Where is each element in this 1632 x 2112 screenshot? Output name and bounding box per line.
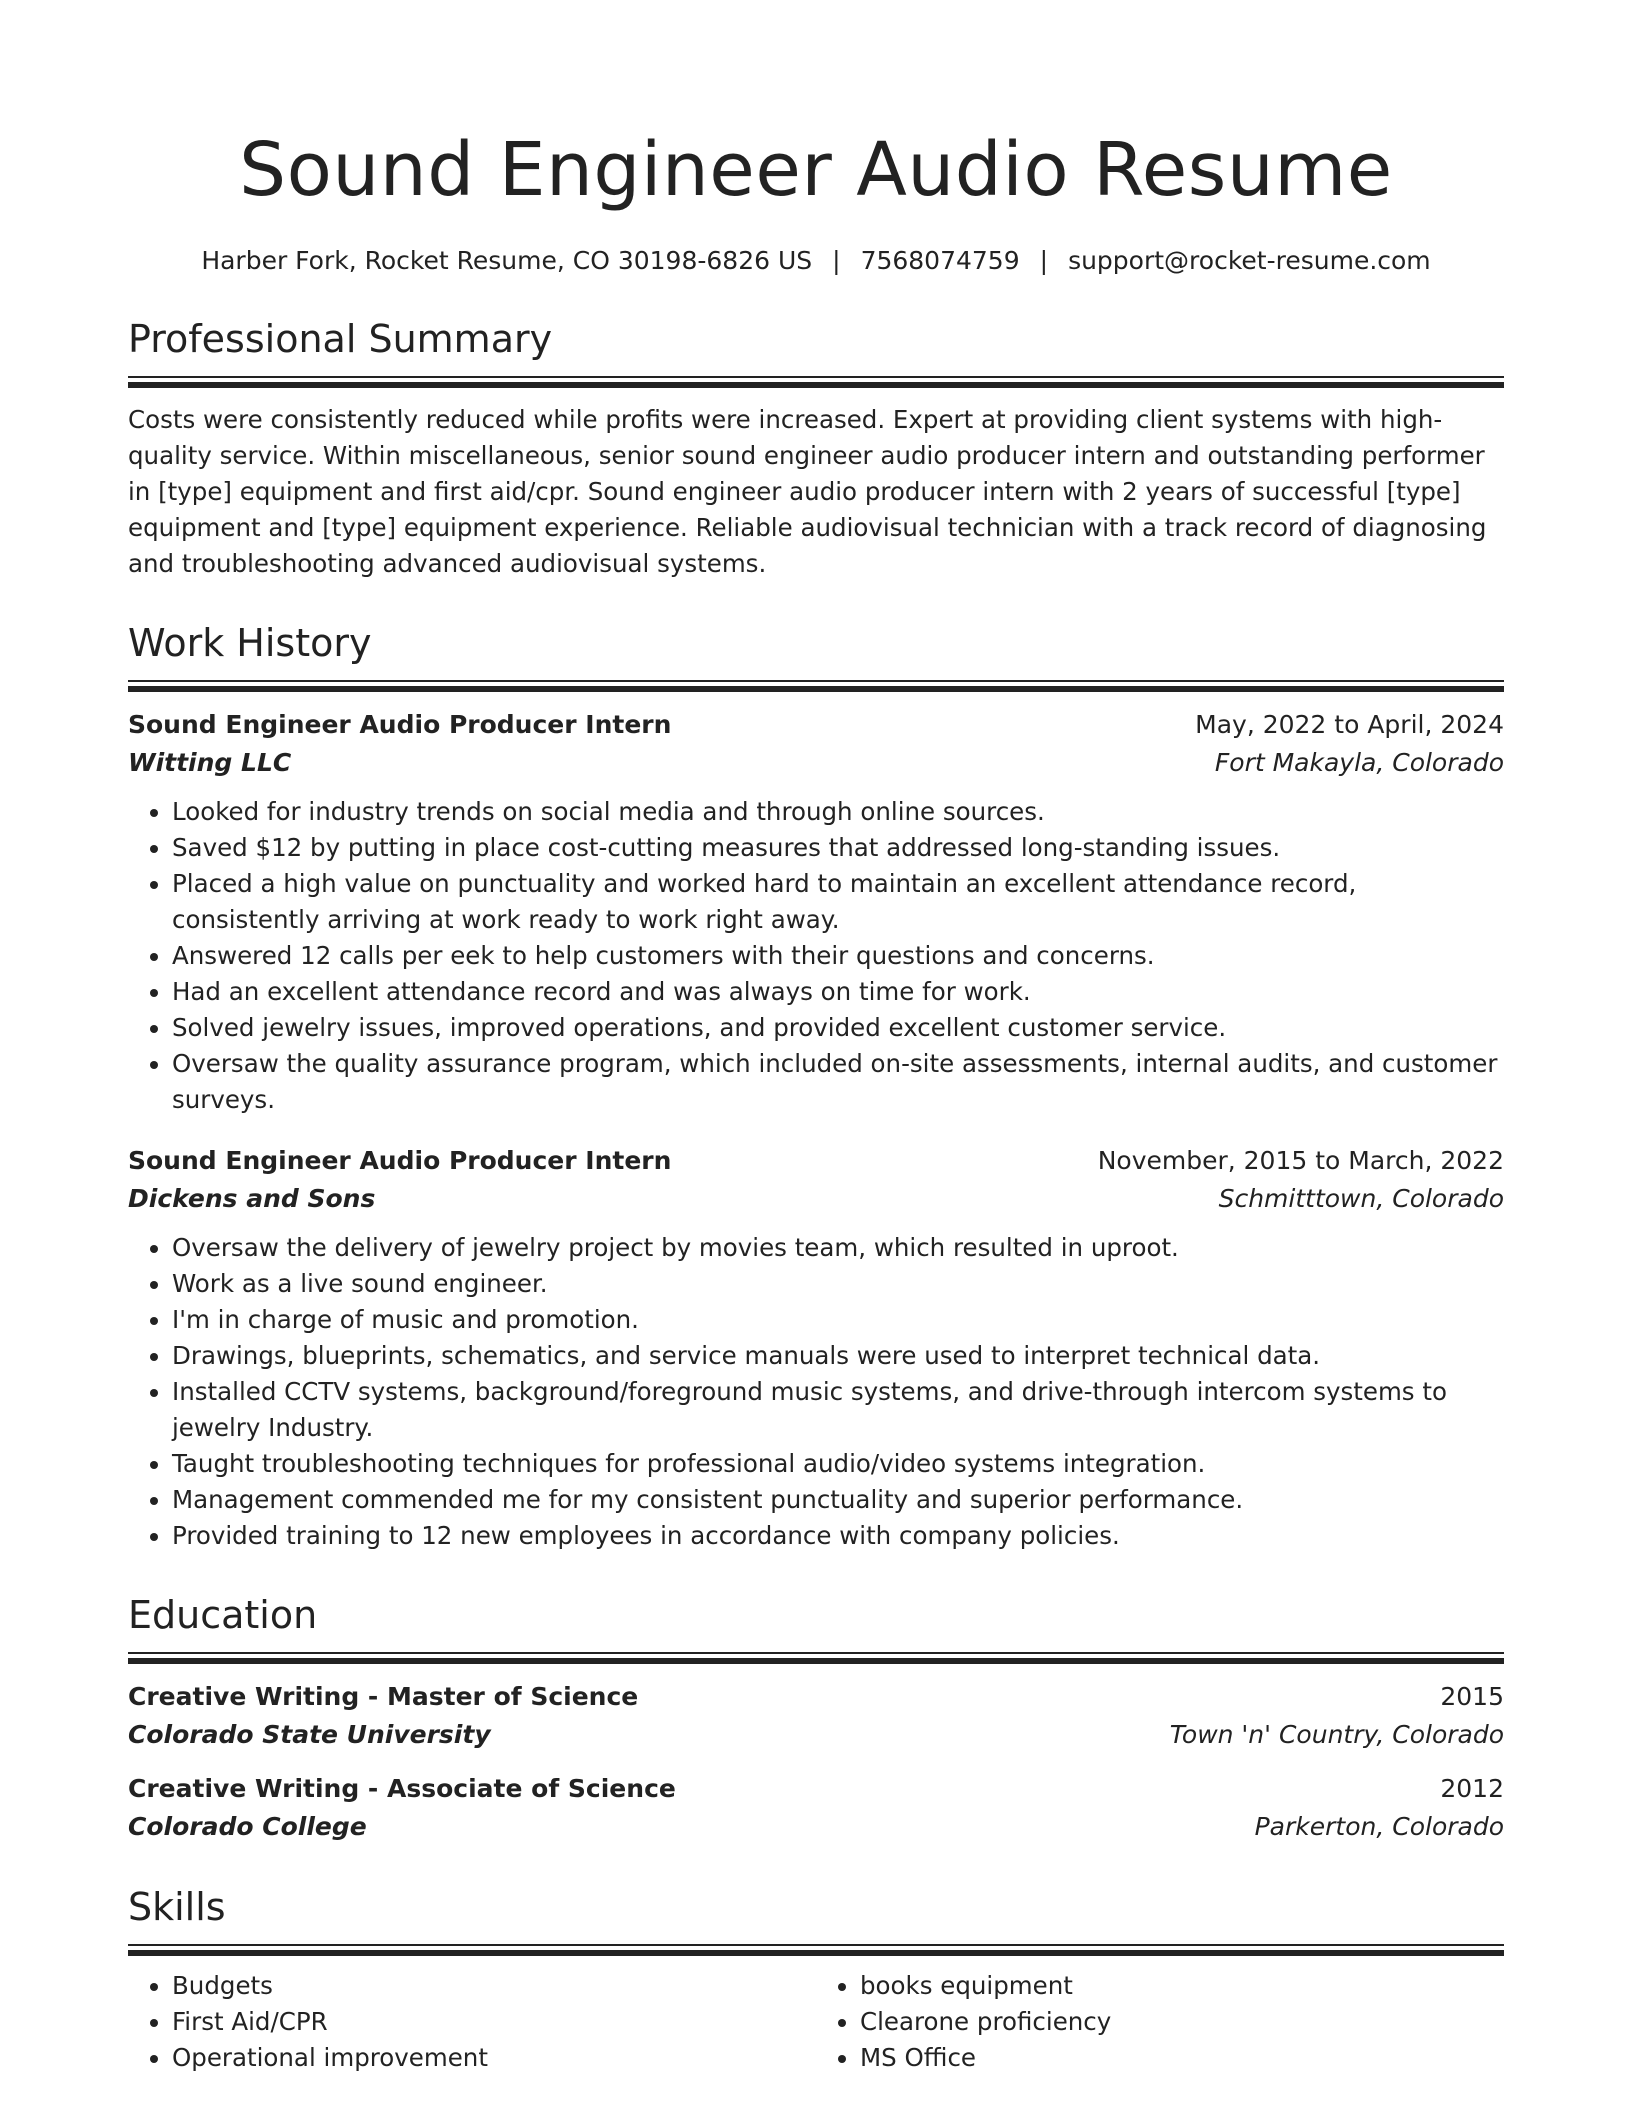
education-location: Town 'n' Country, Colorado xyxy=(1169,1720,1504,1749)
skills-list-left xyxy=(128,1968,816,2076)
skill-item: • MS Office xyxy=(860,2040,1504,2076)
skill-item: • First Aid/CPR xyxy=(172,2004,816,2040)
job-bullets xyxy=(128,1230,1504,1554)
job-location: Fort Makayla, Colorado xyxy=(1214,748,1504,777)
skill-item: • Budgets xyxy=(172,1968,816,2004)
job-bullet: • Oversaw the quality assurance program, which included on-site assessments, internal audits, and customer surveys. xyxy=(172,1046,1504,1118)
job-location: Schmitttown, Colorado xyxy=(1218,1184,1504,1213)
job-bullet: • Provided training to 12 new employees in accordance with company policies. xyxy=(172,1518,1504,1554)
job-bullet: • Saved $12 by putting in place cost-cutting measures that addressed long-standing issues. xyxy=(172,830,1504,866)
contact-phone: 7568074759 xyxy=(860,246,1020,275)
skills-list-right xyxy=(816,1968,1504,2076)
education-year: 2015 xyxy=(1440,1682,1504,1711)
section-divider xyxy=(128,680,1504,692)
job-bullet: • Solved jewelry issues, improved operations, and provided excellent customer service. xyxy=(172,1010,1504,1046)
contact-separator: | xyxy=(832,246,841,275)
resume-title: Sound Engineer Audio Resume xyxy=(239,127,1393,213)
contact-separator: | xyxy=(1039,246,1049,275)
job-role: Sound Engineer Audio Producer Intern xyxy=(128,1146,672,1175)
job-bullet: • Management commended me for my consistent punctuality and superior performance. xyxy=(172,1482,1504,1518)
education-school: Colorado State University xyxy=(128,1720,491,1749)
education-entry xyxy=(128,1678,1504,1754)
education-degree: Creative Writing - Associate of Science xyxy=(128,1774,676,1803)
skills-section xyxy=(128,1884,1504,2076)
job-dates: November, 2015 to March, 2022 xyxy=(1097,1146,1504,1175)
education-section xyxy=(128,1592,1504,1846)
job-bullet: • Installed CCTV systems, background/foreground music systems, and drive-through intercom systems to jewelry Industry. xyxy=(172,1374,1504,1446)
summary-text: Costs were consistently reduced while profits were increased. Expert at providing client systems with high-quality service. Within miscellaneous, senior sound engineer audio producer intern and outstanding performer in [type] equipment and first aid/cpr. Sound engineer audio producer intern with 2 years of successful [type] equipment and [type] equipment experience. Reliable audiovisual technician with a track record of diagnosing and troubleshooting advanced audiovisual systems. xyxy=(128,405,1487,578)
job-role: Sound Engineer Audio Producer Intern xyxy=(128,710,672,739)
education-school: Colorado College xyxy=(128,1812,367,1841)
job-bullet: • Work as a live sound engineer. xyxy=(172,1266,1504,1302)
section-title-education: Education xyxy=(128,1593,318,1637)
job-company: Dickens and Sons xyxy=(128,1184,376,1213)
job-dates: May, 2022 to April, 2024 xyxy=(1195,710,1504,739)
job-bullet: • Oversaw the delivery of jewelry project by movies team, which resulted in uproot. xyxy=(172,1230,1504,1266)
section-title-skills: Skills xyxy=(128,1885,226,1929)
skill-item: • Operational improvement xyxy=(172,2040,816,2076)
job-entry xyxy=(128,1142,1504,1554)
education-degree: Creative Writing - Master of Science xyxy=(128,1682,639,1711)
job-bullet: • Drawings, blueprints, schematics, and service manuals were used to interpret technical data. xyxy=(172,1338,1504,1374)
job-company: Witting LLC xyxy=(128,748,292,777)
job-bullet: • Answered 12 calls per eek to help customers with their questions and concerns. xyxy=(172,938,1504,974)
section-title-work-history: Work History xyxy=(128,621,372,665)
skill-item: • books equipment xyxy=(860,1968,1504,2004)
contact-address: Harber Fork, Rocket Resume, CO 30198-6826 US xyxy=(201,246,813,275)
job-bullets xyxy=(128,794,1504,1118)
summary-section xyxy=(128,316,1504,582)
work-history-section xyxy=(128,620,1504,1554)
skill-item: • Clearone proficiency xyxy=(860,2004,1504,2040)
section-title-summary: Professional Summary xyxy=(128,317,553,361)
education-location: Parkerton, Colorado xyxy=(1254,1812,1504,1841)
job-bullet: • I'm in charge of music and promotion. xyxy=(172,1302,1504,1338)
education-entry xyxy=(128,1770,1504,1846)
contact-email[interactable]: support@rocket-resume.com xyxy=(1068,246,1431,275)
job-bullet: • Had an excellent attendance record and was always on time for work. xyxy=(172,974,1504,1010)
job-bullet: • Looked for industry trends on social media and through online sources. xyxy=(172,794,1504,830)
job-bullet: • Taught troubleshooting techniques for professional audio/video systems integration. xyxy=(172,1446,1504,1482)
section-divider xyxy=(128,1944,1504,1956)
education-year: 2012 xyxy=(1440,1774,1504,1803)
job-bullet: • Placed a high value on punctuality and worked hard to maintain an excellent attendance record, consistently arriving at work ready to work right away. xyxy=(172,866,1504,938)
contact-line xyxy=(128,244,1504,278)
section-divider xyxy=(128,376,1504,388)
job-entry xyxy=(128,706,1504,1118)
section-divider xyxy=(128,1652,1504,1664)
skills-columns xyxy=(128,1968,1504,2076)
